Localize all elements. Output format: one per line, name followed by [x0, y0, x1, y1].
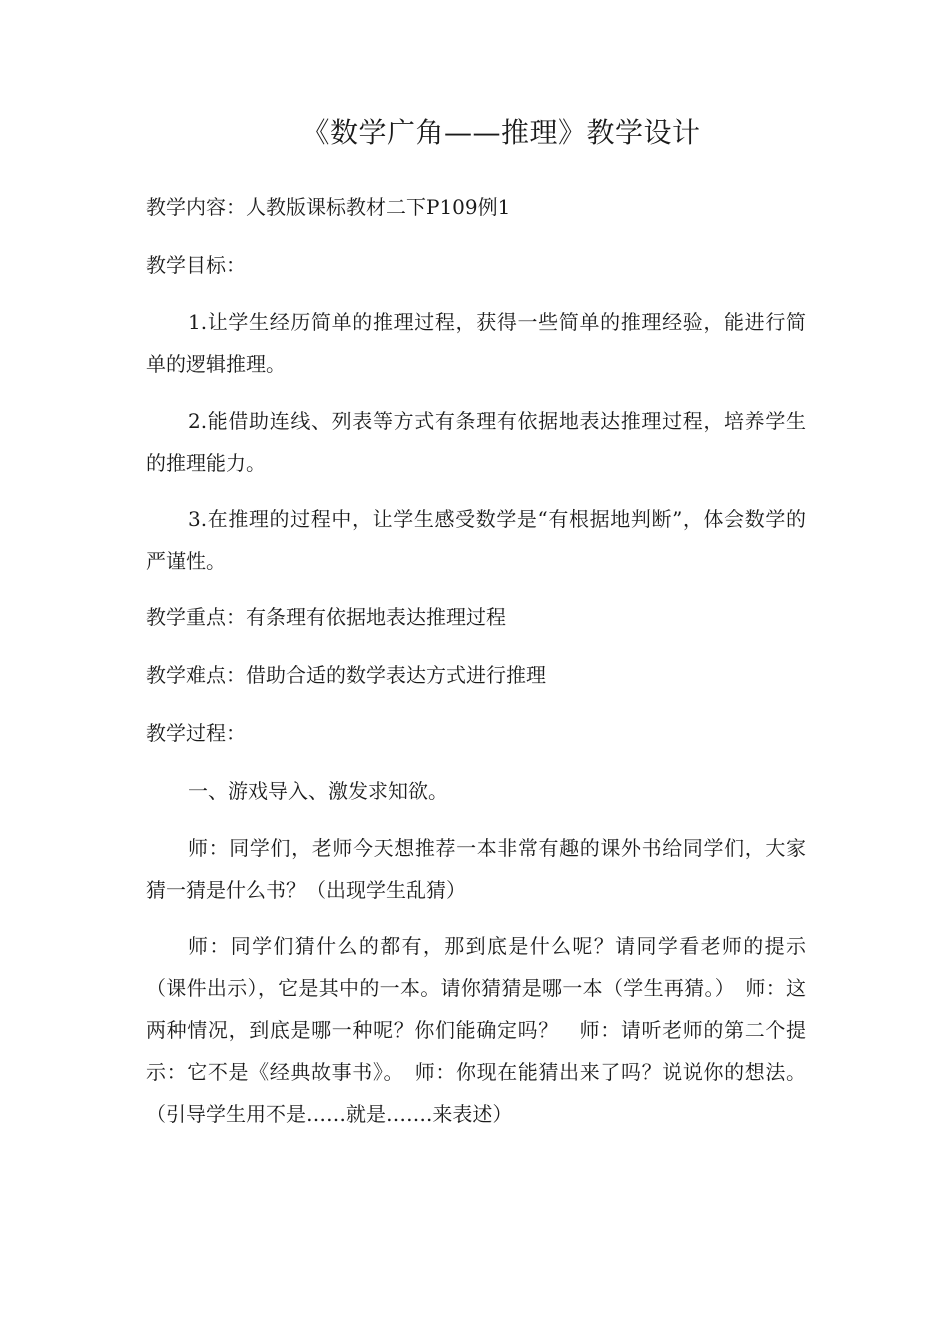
document-title: 《数学广角——推理》教学设计 — [301, 116, 701, 149]
objectives-heading: 教学目标： — [146, 253, 246, 277]
objective-2: 2.能借助连线、列表等方式有条理有依据地表达推理过程，培养学生的推理能力。 — [146, 409, 806, 475]
key-point: 教学重点：有条理有依据地表达推理过程 — [146, 605, 506, 629]
section-1-heading: 一、游戏导入、激发求知欲。 — [188, 779, 448, 803]
teaching-content: 教学内容：人教版课标教材二下P109例1 — [146, 195, 511, 219]
dialogue-paragraph-2: 师：同学们猜什么的都有，那到底是什么呢？请同学看老师的提示（课件出示），它是其中的一本。请你猜猜是哪一本（学生再猜。） 师：这两种情况，到底是哪一种呢？你们能确定吗？ 师：请听老师的第二个提示：它不是《经典故事书》。 师：你现在能猜出来了吗？说说你的想法。（引导学生用不是……就是…….来表述） — [146, 934, 806, 1126]
difficulty: 教学难点：借助合适的数学表达方式进行推理 — [146, 663, 546, 687]
dialogue-paragraph-1: 师：同学们，老师今天想推荐一本非常有趣的课外书给同学们，大家猜一猜是什么书？（出现学生乱猜） — [146, 836, 806, 902]
objective-3: 3.在推理的过程中，让学生感受数学是“有根据地判断”，体会数学的严谨性。 — [146, 507, 806, 573]
process-heading: 教学过程： — [146, 721, 246, 745]
objective-1: 1.让学生经历简单的推理过程，获得一些简单的推理经验，能进行简单的逻辑推理。 — [146, 310, 806, 376]
